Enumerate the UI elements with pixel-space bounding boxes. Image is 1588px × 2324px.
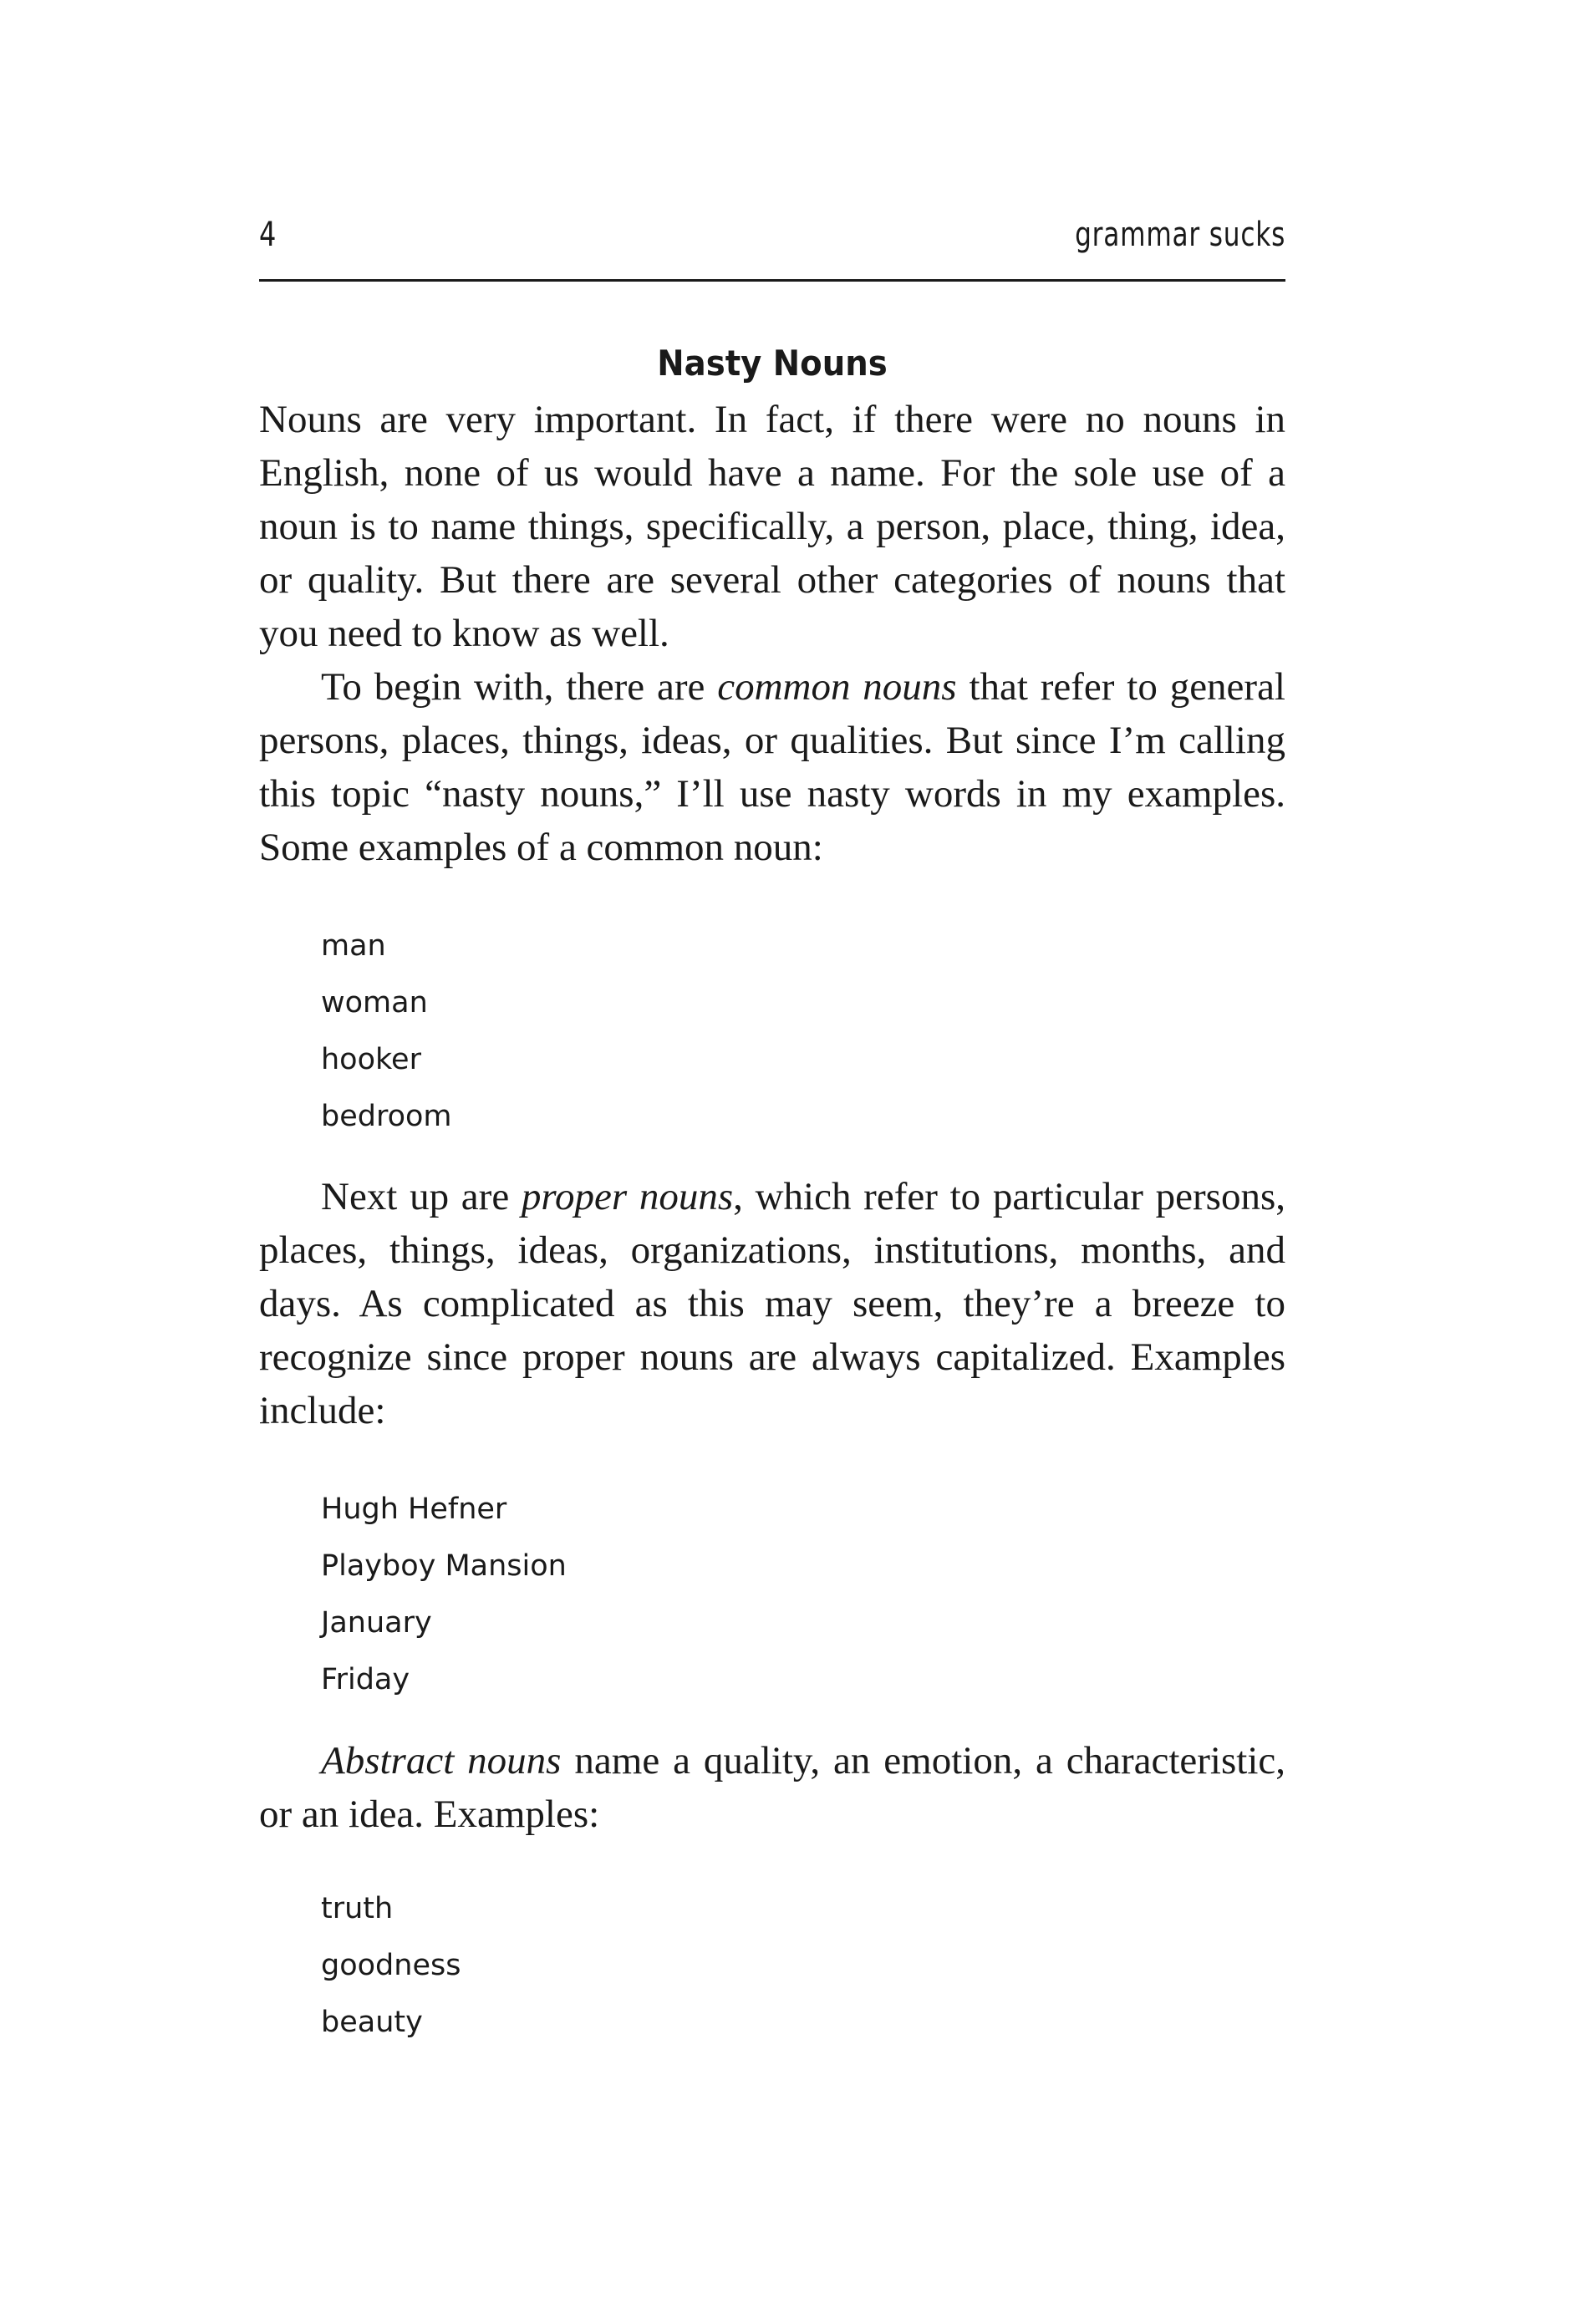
paragraph-common-nouns [259,660,1285,874]
running-title: grammar sucks [1074,216,1285,254]
list-item: Friday [321,1663,410,1696]
paragraph-intro: Nouns are very important. In fact, if there were no nouns in English, none of us would have a name. For the sole use of a noun is to name things, specifically, a person, place, thing, idea, or quality. But there are several other categories of nouns that you need to know as well. [259,398,1285,655]
section-heading: Nasty Nouns [657,343,888,384]
list-item: truth [321,1892,394,1925]
paragraph-text: Next up are [321,1175,522,1218]
list-item: bedroom [321,1100,452,1133]
list-item: goodness [321,1949,461,1982]
term-common-nouns: common nouns [717,665,957,709]
list-item: man [321,929,386,963]
list-item: woman [321,986,428,1020]
paragraph-abstract-nouns [259,1734,1285,1841]
header-rule [259,279,1285,282]
list-item: January [321,1606,432,1640]
paragraph-text: that refer to general persons, places, things, ideas, or qualities. But since I’m calling this topic “nasty nouns,” I’ll use nasty words in my examples. Some examples of a common noun: [259,665,1285,869]
proper-nouns-list [321,1481,567,1708]
running-head [259,216,1285,266]
list-item: hooker [321,1043,421,1076]
list-item: Playboy Mansion [321,1549,567,1583]
paragraph-proper-nouns [259,1170,1285,1437]
paragraph-text: name a quality, an emotion, a characteristic, or an idea. Examples: [259,1739,1286,1836]
paragraph-text: , which refer to particular persons, places, things, ideas, organizations, institutions, months, and days. As complicated as this may seem, they’re a breeze to recognize since proper nouns are always capitalized. Examples include: [259,1175,1285,1432]
abstract-nouns-list [321,1880,461,2051]
term-proper-nouns: proper nouns [521,1175,734,1218]
common-nouns-list [321,918,452,1145]
page-number: 4 [259,216,277,254]
list-item: beauty [321,2006,423,2039]
paragraph-text: To begin with, there are [321,665,718,709]
list-item: Hugh Hefner [321,1493,507,1526]
term-abstract-nouns: Abstract nouns [321,1739,562,1782]
